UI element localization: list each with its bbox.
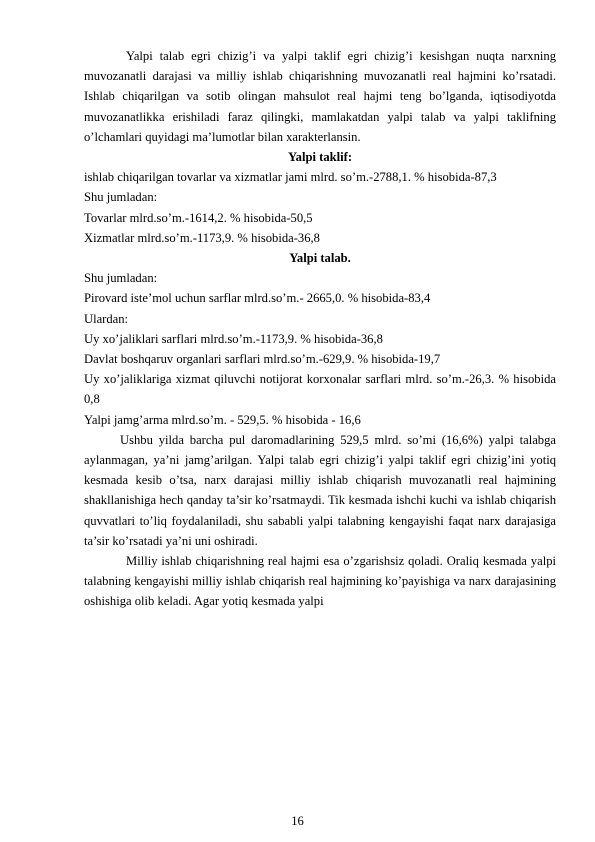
final-paragraph: Milliy ishlab chiqarishning real hajmi esa o’zgarishsiz qoladi. Oraliq kesmada yalpi talabning kengayishi milliy ishlab chiqarish real hajmining ko’payishiga va narx darajasining oshishiga olib keladi. Agar yotiq kesmada yalpi — [84, 554, 556, 609]
supply-including-line: Shu jumladan: — [84, 190, 158, 205]
savings-paragraph: Ushbu yilda barcha pul daromadlarining 529,5 mlrd. so’mi (16,6%) yalpi talabga aylanmagan, ya’ni jamg’arilgan. Yalpi talab egri chizig’i yalpi taklif egri chizig’ini yotiq kesmada kesib o’tsa, narx darajasi milliy ishlab chiqarish muvozanatli real hajmining shakllanishiga hech qanday ta’sir ko’rsatmaydi. Tik kesmada ishchi kuchi va ishlab chiqarish quvvatlari to’liq foydalaniladi, shu sababli yalpi talabning kengayishi faqat narx darajasiga ta’sir ko’rsatadi ya’ni uni oshiradi. — [84, 432, 556, 548]
demand-savings-line: Yalpi jamg’arma mlrd.so’m. - 529,5. % hisobida - 16,6 — [84, 412, 361, 427]
intro-paragraph: Yalpi talab egri chizig’i va yalpi taklif egri chizig’i kesishgan nuqta narxning muvozanatli darajasi va milliy ishlab chiqarishning muvozanatli real hajmini ko’rsatadi. Ishlab chiqarilgan va sotib olingan mahsulot real hajmi teng bo’lganda, iqtisodiyotda muvozanatlikka erishiladi faraz qilingki, mamlakatdan yalpi talab va yalpi taklifning o’lchamlari quyidagi ma’lumotlar bilan xarakterlansin. — [84, 49, 556, 144]
demand-final-consumption-line: Pirovard iste’mol uchun sarflar mlrd.so’m.- 2665,0. % hisobida-83,4 — [84, 291, 431, 306]
supply-services-line: Xizmatlar mlrd.so’m.-1173,9. % hisobida-36,8 — [84, 230, 320, 245]
supply-heading: Yalpi taklif: — [287, 150, 353, 165]
supply-goods-line: Tovarlar mlrd.so’m.-1614,2. % hisobida-50,5 — [84, 210, 313, 225]
demand-nonprofit-line: Uy xo’jaliklariga xizmat qiluvchi notijorat korxonalar sarflari mlrd. so’m.-26,3. % hisobida 0,8 — [84, 372, 556, 407]
demand-including-line: Shu jumladan: — [84, 271, 158, 286]
demand-of-which-line: Ulardan: — [84, 311, 129, 326]
document-page — [84, 46, 556, 612]
demand-households-line: Uy xo’jaliklari sarflari mlrd.so’m.-1173,9. % hisobida-36,8 — [84, 331, 383, 346]
demand-heading: Yalpi talab. — [289, 251, 351, 266]
demand-government-line: Davlat boshqaruv organlari sarflari mlrd.so’m.-629,9. % hisobida-19,7 — [84, 352, 441, 367]
supply-total-line: ishlab chiqarilgan tovarlar va xizmatlar jami mlrd. so’m.-2788,1. % hisobida-87,3 — [84, 170, 497, 185]
page-number: 16 — [291, 814, 304, 828]
